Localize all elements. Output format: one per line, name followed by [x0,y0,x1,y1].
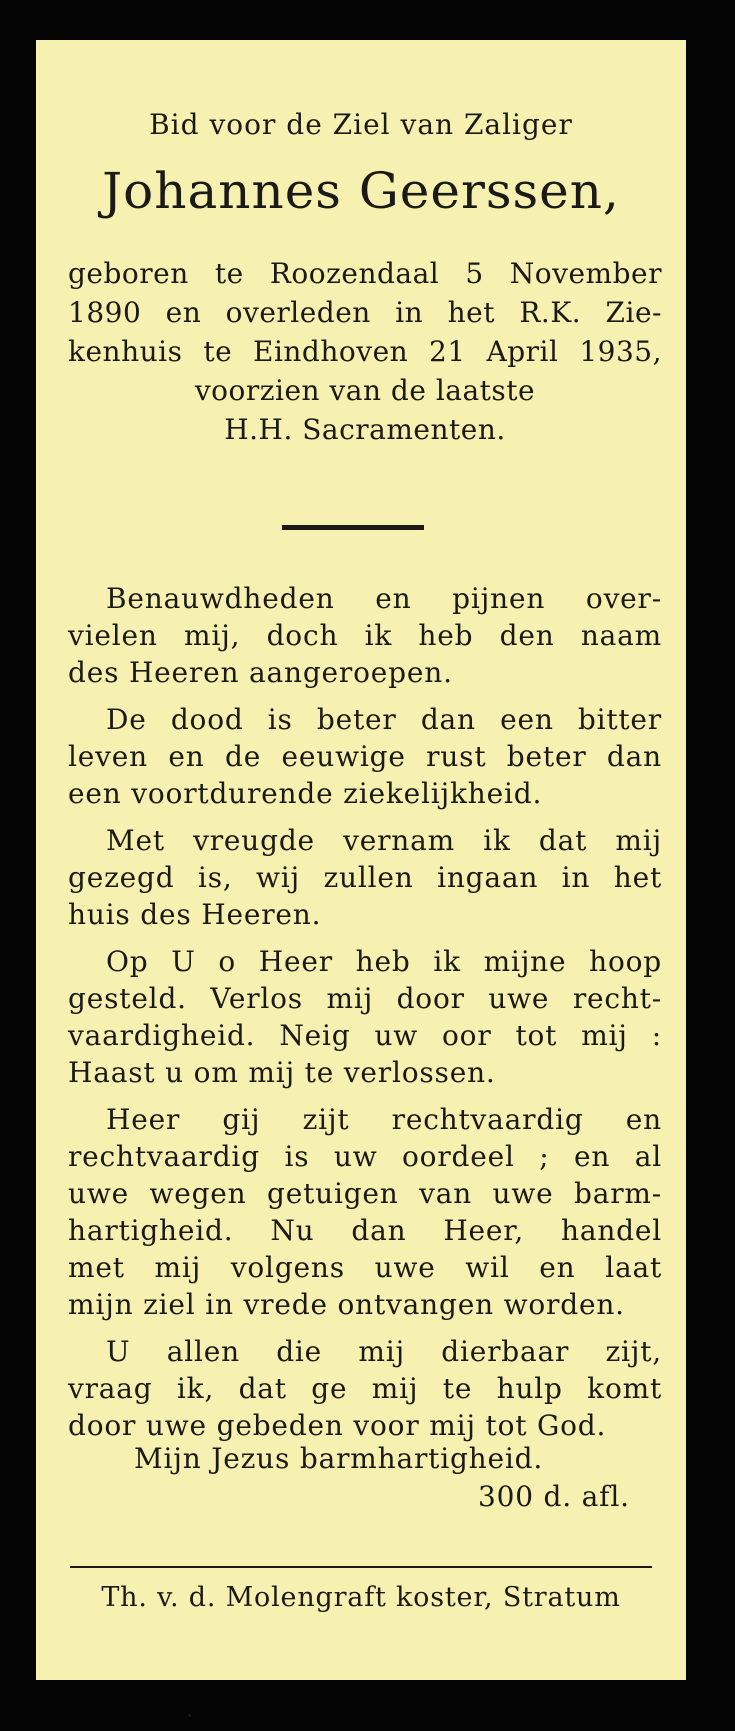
bottom-divider [70,1566,652,1568]
deceased-name: Johannes Geerssen, [102,162,620,220]
closing-prayer: Mijn Jezus barmhartigheid. [134,1442,544,1475]
bio-line: voorzien van de laatste [194,374,536,407]
bio-line: 1890 en overleden in het R.K. Zie- [68,296,662,329]
verses [68,580,662,1454]
verse [68,1101,662,1323]
verse-line: met mij volgens uwe wil en laat [68,1251,662,1284]
verse [68,822,662,933]
verse-line: rechtvaardig is uw oordeel ; en al [68,1140,662,1173]
verse-line: door uwe gebeden voor mij tot God. [68,1409,607,1442]
short-divider [282,525,424,530]
verse-line: des Heeren aangeroepen. [68,656,453,689]
verse-line: U allen die mij dierbaar zijt, [106,1335,662,1368]
bio-line: kenhuis te Eindhoven 21 April 1935, [68,335,662,368]
verse-line: Haast u om mij te verlossen. [68,1056,496,1089]
verse-line: mijn ziel in vrede ontvangen worden. [68,1288,625,1321]
verse-line: vaardigheid. Neig uw oor tot mij : [68,1019,662,1052]
indulgence-note: 300 d. afl. [478,1480,630,1513]
bio-line: geboren te Roozendaal 5 November [68,257,662,290]
memorial-card [36,40,686,1680]
printer-credit: Th. v. d. Molengraft koster, Stratum [101,1582,621,1613]
verse [68,1333,662,1444]
verse-line: leven en de eeuwige rust beter dan [68,740,662,773]
verse-line: vraag ik, dat ge mij te hulp komt [68,1372,662,1405]
verse-line: huis des Heeren. [68,898,322,931]
verse [68,701,662,812]
verse [68,580,662,691]
print-speck [188,1714,191,1717]
intro-line: Bid voor de Ziel van Zaliger [149,108,573,141]
verse [68,943,662,1091]
verse-line: De dood is beter dan een bitter [106,703,662,736]
biography [68,254,662,449]
verse-line: een voortdurende ziekelijkheid. [68,777,543,810]
verse-line: gezegd is, wij zullen ingaan in het [68,861,662,894]
verse-line: Op U o Heer heb ik mijne hoop [106,945,662,978]
verse-line: gesteld. Verlos mij door uwe recht- [68,982,662,1015]
verse-line: Met vreugde vernam ik dat mij [106,824,662,857]
bio-line: H.H. Sacramenten. [224,413,506,446]
verse-line: uwe wegen getuigen van uwe barm- [68,1177,662,1210]
verse-line: Benauwdheden en pijnen over- [106,582,662,615]
verse-line: hartigheid. Nu dan Heer, handel [68,1214,662,1247]
verse-line: Heer gij zijt rechtvaardig en [106,1103,662,1136]
verse-line: vielen mij, doch ik heb den naam [68,619,662,652]
